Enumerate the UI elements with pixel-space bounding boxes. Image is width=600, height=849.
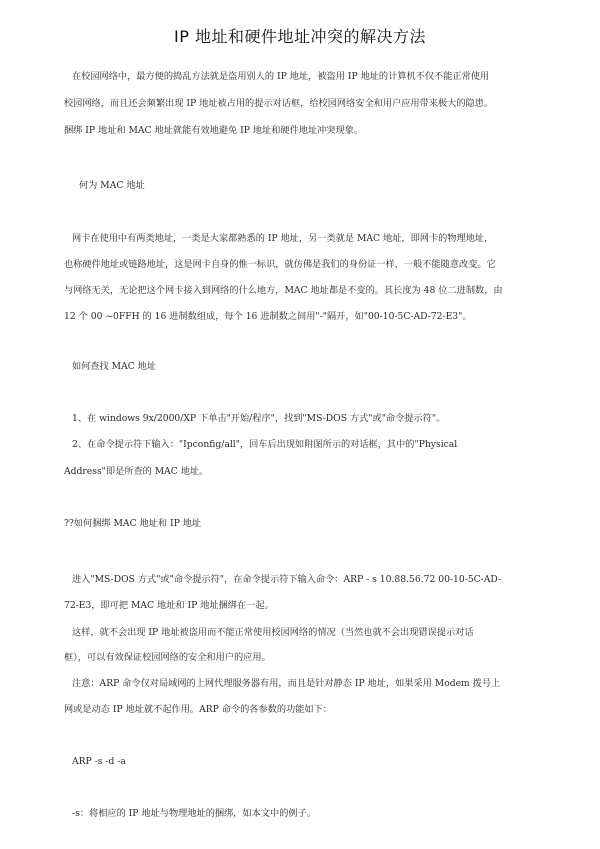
paragraph-2-line-3: 与网络无关，无论把这个网卡接入到网络的什么地方，MAC 地址都是不变的。其长度为 48 位二进制数，由 xyxy=(64,285,503,296)
step-2-line-2: Address"即是所查的 MAC 地址。 xyxy=(64,466,209,477)
paragraph-2-line-2: 也称硬件地址或链路地址，这是网卡自身的惟一标识，就仿佛是我们的身份证一样，一般不能随意改变。它 xyxy=(64,259,496,270)
paragraph-1-line-2: 校园网络，而且还会频繁出现 IP 地址被占用的提示对话框，给校园网络安全和用户应用带来极大的隐患。 xyxy=(64,98,494,109)
step-2-line-1: 2、在命令提示符下输入："Ipconfig/all"，回车后出现如附图所示的对话框，其中的"Physical xyxy=(72,439,458,450)
paragraph-1-line-1: 在校园网络中，最方便的捣乱方法就是盗用别人的 IP 地址，被盗用 IP 地址的计算机不仅不能正常使用 xyxy=(72,71,490,82)
paragraph-3-line-2: 72-E3，即可把 MAC 地址和 IP 地址捆绑在一起。 xyxy=(64,600,274,611)
heading-bind-mac-ip: ??如何捆绑 MAC 地址和 IP 地址 xyxy=(64,518,202,529)
step-1: 1、在 windows 9x/2000/XP 下单击"开始/程序"，找到"MS-DOS 方式"或"命令提示符"。 xyxy=(72,413,446,424)
note-line-1: 注意：ARP 命令仅对局域网的上网代理服务器有用，而且是针对静态 IP 地址，如果采用 Modem 拨号上 xyxy=(72,678,501,689)
heading-find-mac: 如何查找 MAC 地址 xyxy=(72,361,157,372)
paragraph-3-line-1: 进入"MS-DOS 方式"或"命令提示符"，在命令提示符下输入命令：ARP - s 10.88.56.72 00-10-5C-AD- xyxy=(72,574,502,585)
paragraph-1-line-3: 捆绑 IP 地址和 MAC 地址就能有效地避免 IP 地址和硬件地址冲突现象。 xyxy=(64,125,364,136)
note-line-2: 网或是动态 IP 地址就不起作用。ARP 命令的各参数的功能如下： xyxy=(64,704,332,715)
paragraph-4-line-1: 这样，就不会出现 IP 地址被盗用而不能正常使用校园网络的情况（当然也就不会出现错误提示对话 xyxy=(72,627,474,638)
paragraph-4-line-2: 框），可以有效保证校园网络的安全和用户的应用。 xyxy=(64,652,271,663)
arp-syntax: ARP -s -d -a xyxy=(72,756,126,767)
arp-param-s: -s：将相应的 IP 地址与物理地址的捆绑，如本文中的例子。 xyxy=(72,808,316,819)
document-title: IP 地址和硬件地址冲突的解决方法 xyxy=(174,27,426,46)
paragraph-2-line-1: 网卡在使用中有两类地址，一类是大家都熟悉的 IP 地址，另一类就是 MAC 地址，即网卡的物理地址， xyxy=(72,233,494,244)
paragraph-2-line-4: 12 个 00 ~0FFH 的 16 进制数组成，每个 16 进制数之间用"-"隔开，如"00-10-5C-AD-72-E3"。 xyxy=(64,311,472,322)
heading-what-is-mac: 何为 MAC 地址 xyxy=(79,180,145,191)
